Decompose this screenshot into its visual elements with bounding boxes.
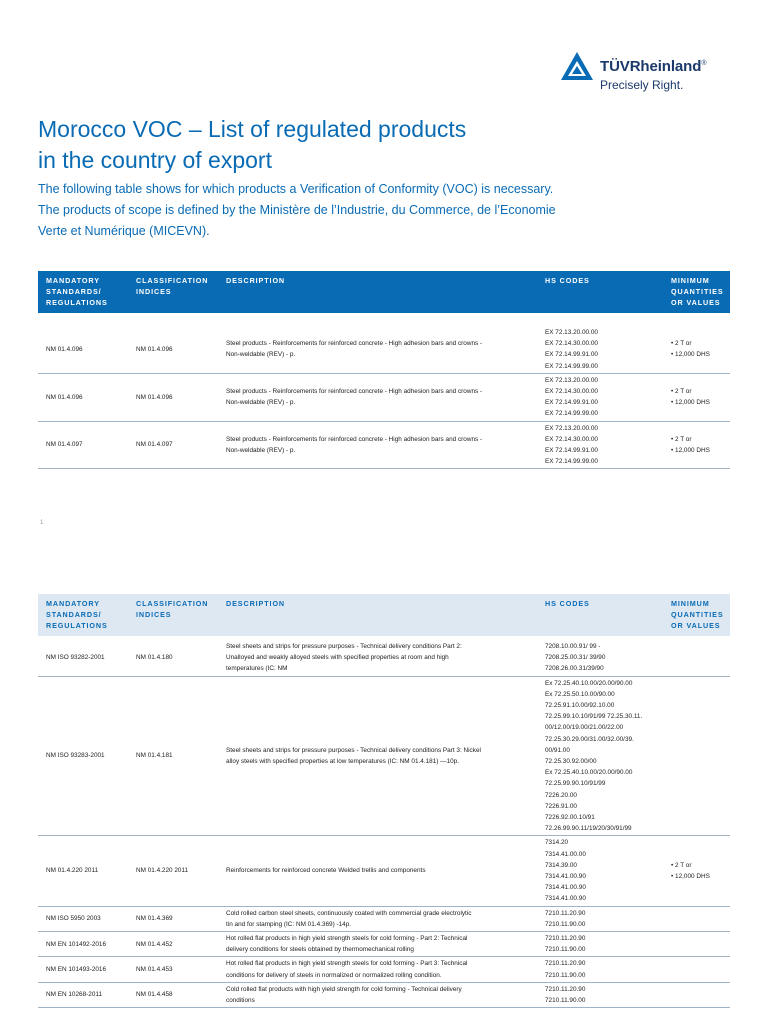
standard-cell: NM ISO 93283-2001 [38,676,128,836]
table-row [38,982,730,1007]
minimum-cell: • 2 T or • 12,000 DHS [663,326,730,373]
col-standards: MANDATORY STANDARDS/ REGULATIONS [38,594,128,636]
intro-paragraph: The following table shows for which products a Verification of Conformity (VOC) is necessary. The products of scope is defined by the Ministère de l’Industrie, du Commerce, de l’Economie Verte et Numérique (MICEVN). [38,182,556,238]
table-row [38,326,730,373]
description-cell: Steel products - Reinforcements for reinforced concrete - High adhesion bars and crowns - Non-weldable (REV) - p. [218,326,537,373]
table-row [38,836,730,906]
standard-cell: NM ISO 5950 2003 [38,906,128,931]
minimum-cell [663,982,730,1007]
index-cell: NM 01.4.096 [128,373,218,421]
description-cell: Steel sheets and strips for pressure purposes - Technical delivery conditions Part 3: Nickel alloy steels with specified properties at low temperatures (IC: NM 01.4.181) —10p. [218,676,537,836]
minimum-cell [663,640,730,676]
hs-codes-cell: 7208.10.00.91/ 99 - 7208.25.00.31/ 39/90 7208.26.00.31/39/90 [537,640,663,676]
index-cell: NM 01.4.220 2011 [128,836,218,906]
regulated-products-table-1 [38,271,730,469]
hs-codes-cell: 7210.11.20.90 7210.11.90.00 [537,932,663,957]
index-cell: NM 01.4.181 [128,676,218,836]
hs-codes-cell: EX 72.13.20.00.00 EX 72.14.30.00.00 EX 72.14.99.91.00 EX 72.14.99.99.00 [537,421,663,469]
hs-codes-cell: 7314.20 7314.41.00.00 7314.39.00 7314.41.00.90 7314.41.00.90 7314.41.00.90 [537,836,663,906]
index-cell: NM 01.4.096 [128,326,218,373]
index-cell: NM 01.4.453 [128,957,218,982]
standard-cell: NM 01.4.096 [38,326,128,373]
standard-cell: NM 01.4.097 [38,421,128,469]
description-cell: Hot rolled flat products in high yield strength steels for cold forming - Part 3: Technical conditions for delivery of steels in normalized or normalized rolling condition. [218,957,537,982]
table-row [38,421,730,469]
table-row [38,373,730,421]
logo-tagline: Precisely Right. [600,78,684,92]
table-row [38,906,730,931]
page-number: 1 [40,520,44,526]
page-title: Morocco VOC – List of regulated products in the country of export [38,116,467,173]
minimum-cell: • 2 T or • 12,000 DHS [663,836,730,906]
hs-codes-cell: 7210.11.20.90 7210.11.90.00 [537,957,663,982]
col-minimum: MINIMUM QUANTITIES OR VALUES [663,594,730,636]
minimum-cell [663,676,730,836]
minimum-cell [663,906,730,931]
description-cell: Hot rolled flat products in high yield strength steels for cold forming - Part 2: Technical delivery conditions for steels obtained by thermomechanical rolling [218,932,537,957]
col-indices: CLASSIFICATION INDICES [128,594,218,636]
index-cell: NM 01.4.180 [128,640,218,676]
standard-cell: NM EN 10268-2011 [38,982,128,1007]
hs-codes-cell: Ex 72.25.40.10.00/20.00/90.00 Ex 72.25.50.10.00/90.00 72.25.91.10.00/92.10.00 72.25.99.10.10/91/99 72.25.30.11. 00/12.00/19.00/21.00/22.00 72.25.30.29.00/31.00/32.00/39. 00/91.00 72.25.30.92.00/00 Ex 72.25.40.10.00/20.00/90.00 72.25.99.90.10/91/99 7226.20.00 7226.91.00 7226.92.00.10/91 72.26.99.90.11/19/20/30/91/99 [537,676,663,836]
col-description: DESCRIPTION [218,271,537,313]
hs-codes-cell: 7210.11.20.90 7210.11.90.00 [537,906,663,931]
col-hs-codes: HS CODES [537,594,663,636]
col-minimum: MINIMUM QUANTITIES OR VALUES [663,271,730,313]
standard-cell: NM ISO 93282-2001 [38,640,128,676]
minimum-cell [663,957,730,982]
standard-cell: NM EN 101493-2016 [38,957,128,982]
tuv-triangle-icon [560,51,594,81]
table-row [38,676,730,836]
hs-codes-cell: 7210.11.20.90 7210.11.90.00 [537,982,663,1007]
description-cell: Steel products - Reinforcements for reinforced concrete - High adhesion bars and crowns - Non-weldable (REV) - p. [218,421,537,469]
standard-cell: NM EN 101492-2016 [38,932,128,957]
standard-cell: NM 01.4.220 2011 [38,836,128,906]
description-cell: Cold rolled flat products with high yield strength for cold forming - Technical delivery conditions [218,982,537,1007]
table-header-row [38,594,730,636]
standard-cell: NM 01.4.096 [38,373,128,421]
minimum-cell [663,932,730,957]
hs-codes-cell: EX 72.13.20.00.00 EX 72.14.30.00.00 EX 72.14.99.91.00 EX 72.14.99.99.00 [537,373,663,421]
table-header-row [38,271,730,313]
description-cell: Reinforcements for reinforced concrete Welded trellis and components [218,836,537,906]
minimum-cell: • 2 T or • 12,000 DHS [663,421,730,469]
index-cell: NM 01.4.452 [128,932,218,957]
index-cell: NM 01.4.369 [128,906,218,931]
index-cell: NM 01.4.458 [128,982,218,1007]
col-description: DESCRIPTION [218,594,537,636]
minimum-cell: • 2 T or • 12,000 DHS [663,373,730,421]
table-row [38,640,730,676]
description-cell: Steel products - Reinforcements for reinforced concrete - High adhesion bars and crowns - Non-weldable (REV) - p. [218,373,537,421]
col-standards: MANDATORY STANDARDS/ REGULATIONS [38,271,128,313]
col-hs-codes: HS CODES [537,271,663,313]
regulated-products-table-2 [38,594,730,1008]
table-row [38,957,730,982]
col-indices: CLASSIFICATION INDICES [128,271,218,313]
index-cell: NM 01.4.097 [128,421,218,469]
hs-codes-cell: EX 72.13.20.00.00 EX 72.14.30.00.00 EX 72.14.99.91.00 EX 72.14.99.99.00 [537,326,663,373]
description-cell: Cold rolled carbon steel sheets, continuously coated with commercial grade electrolytic tin and for stamping (IC: NM 01.4.369) -14p. [218,906,537,931]
logo-brand: TÜVRheinland® [600,58,707,75]
table-row [38,932,730,957]
tuv-logo[interactable] [560,50,740,94]
description-cell: Steel sheets and strips for pressure purposes - Technical delivery conditions Part 2: Unalloyed and weakly alloyed steels with specified properties at room and high temperatures (IC: NM [218,640,537,676]
